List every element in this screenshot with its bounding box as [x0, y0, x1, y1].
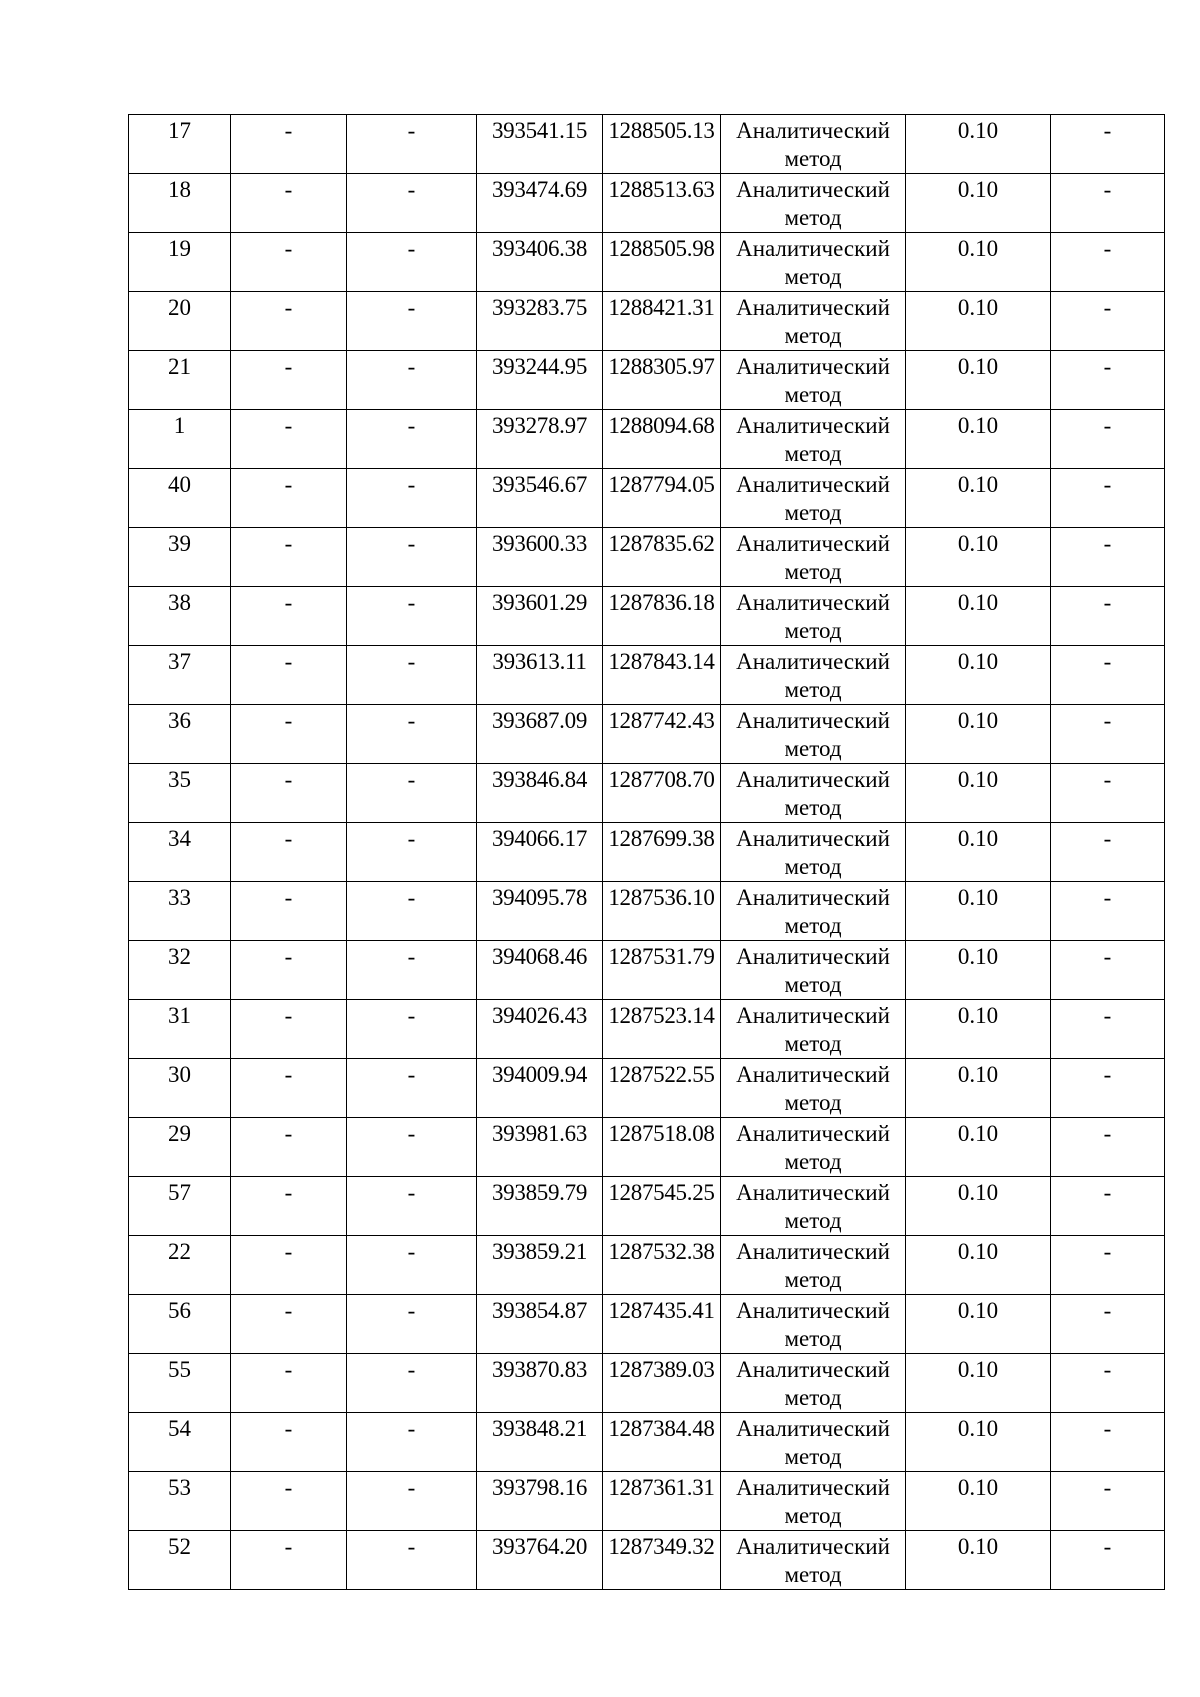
y-coordinate-cell: 1287843.14: [603, 646, 721, 705]
table-row: [129, 351, 1165, 410]
y-coordinate-cell: 1287384.48: [603, 1413, 721, 1472]
accuracy-cell: 0.10: [906, 528, 1051, 587]
point-number-cell: 57: [129, 1177, 231, 1236]
x-coordinate-cell: 393859.79: [477, 1177, 603, 1236]
method-cell: Аналитический метод: [721, 823, 906, 882]
method-cell: Аналитический метод: [721, 1295, 906, 1354]
x-coordinate-cell: 393870.83: [477, 1354, 603, 1413]
column-2-cell: -: [231, 1295, 347, 1354]
accuracy-cell: 0.10: [906, 882, 1051, 941]
column-2-cell: -: [231, 1236, 347, 1295]
column-2-cell: -: [231, 1059, 347, 1118]
point-number-cell: 38: [129, 587, 231, 646]
column-8-cell: -: [1051, 469, 1165, 528]
column-2-cell: -: [231, 1472, 347, 1531]
x-coordinate-cell: 393848.21: [477, 1413, 603, 1472]
x-coordinate-cell: 393406.38: [477, 233, 603, 292]
x-coordinate-cell: 393764.20: [477, 1531, 603, 1590]
y-coordinate-cell: 1287389.03: [603, 1354, 721, 1413]
accuracy-cell: 0.10: [906, 115, 1051, 174]
point-number-cell: 52: [129, 1531, 231, 1590]
column-2-cell: -: [231, 1354, 347, 1413]
point-number-cell: 19: [129, 233, 231, 292]
y-coordinate-cell: 1287523.14: [603, 1000, 721, 1059]
y-coordinate-cell: 1287836.18: [603, 587, 721, 646]
method-cell: Аналитический метод: [721, 764, 906, 823]
column-2-cell: -: [231, 1531, 347, 1590]
accuracy-cell: 0.10: [906, 823, 1051, 882]
method-cell: Аналитический метод: [721, 1177, 906, 1236]
y-coordinate-cell: 1287699.38: [603, 823, 721, 882]
table-row: [129, 941, 1165, 1000]
column-2-cell: -: [231, 469, 347, 528]
column-2-cell: -: [231, 233, 347, 292]
table-row: [129, 1000, 1165, 1059]
y-coordinate-cell: 1287518.08: [603, 1118, 721, 1177]
x-coordinate-cell: 393244.95: [477, 351, 603, 410]
column-8-cell: -: [1051, 351, 1165, 410]
column-8-cell: -: [1051, 410, 1165, 469]
x-coordinate-cell: 393981.63: [477, 1118, 603, 1177]
point-number-cell: 32: [129, 941, 231, 1000]
column-8-cell: -: [1051, 292, 1165, 351]
accuracy-cell: 0.10: [906, 1118, 1051, 1177]
y-coordinate-cell: 1287545.25: [603, 1177, 721, 1236]
x-coordinate-cell: 393613.11: [477, 646, 603, 705]
accuracy-cell: 0.10: [906, 1354, 1051, 1413]
point-number-cell: 30: [129, 1059, 231, 1118]
column-8-cell: -: [1051, 1531, 1165, 1590]
x-coordinate-cell: 393687.09: [477, 705, 603, 764]
point-number-cell: 22: [129, 1236, 231, 1295]
table-row: [129, 292, 1165, 351]
x-coordinate-cell: 393541.15: [477, 115, 603, 174]
column-2-cell: -: [231, 882, 347, 941]
y-coordinate-cell: 1287536.10: [603, 882, 721, 941]
column-8-cell: -: [1051, 1177, 1165, 1236]
column-3-cell: -: [347, 1059, 477, 1118]
column-8-cell: -: [1051, 764, 1165, 823]
y-coordinate-cell: 1287532.38: [603, 1236, 721, 1295]
point-number-cell: 34: [129, 823, 231, 882]
column-3-cell: -: [347, 1118, 477, 1177]
column-3-cell: -: [347, 1177, 477, 1236]
column-8-cell: -: [1051, 1000, 1165, 1059]
column-3-cell: -: [347, 1000, 477, 1059]
table-row: [129, 1295, 1165, 1354]
accuracy-cell: 0.10: [906, 587, 1051, 646]
point-number-cell: 20: [129, 292, 231, 351]
column-3-cell: -: [347, 1472, 477, 1531]
x-coordinate-cell: 393600.33: [477, 528, 603, 587]
accuracy-cell: 0.10: [906, 174, 1051, 233]
table-row: [129, 528, 1165, 587]
column-2-cell: -: [231, 410, 347, 469]
point-number-cell: 18: [129, 174, 231, 233]
table-row: [129, 823, 1165, 882]
y-coordinate-cell: 1287361.31: [603, 1472, 721, 1531]
column-3-cell: -: [347, 528, 477, 587]
y-coordinate-cell: 1287708.70: [603, 764, 721, 823]
point-number-cell: 39: [129, 528, 231, 587]
x-coordinate-cell: 394009.94: [477, 1059, 603, 1118]
column-8-cell: -: [1051, 233, 1165, 292]
table-row: [129, 1236, 1165, 1295]
accuracy-cell: 0.10: [906, 469, 1051, 528]
method-cell: Аналитический метод: [721, 528, 906, 587]
accuracy-cell: 0.10: [906, 1000, 1051, 1059]
point-number-cell: 29: [129, 1118, 231, 1177]
accuracy-cell: 0.10: [906, 1059, 1051, 1118]
column-8-cell: -: [1051, 115, 1165, 174]
method-cell: Аналитический метод: [721, 1059, 906, 1118]
column-2-cell: -: [231, 823, 347, 882]
method-cell: Аналитический метод: [721, 351, 906, 410]
x-coordinate-cell: 393283.75: [477, 292, 603, 351]
column-8-cell: -: [1051, 705, 1165, 764]
accuracy-cell: 0.10: [906, 1177, 1051, 1236]
column-2-cell: -: [231, 292, 347, 351]
point-number-cell: 37: [129, 646, 231, 705]
method-cell: Аналитический метод: [721, 115, 906, 174]
point-number-cell: 21: [129, 351, 231, 410]
x-coordinate-cell: 393601.29: [477, 587, 603, 646]
y-coordinate-cell: 1287522.55: [603, 1059, 721, 1118]
coordinates-table-body: [129, 115, 1165, 1590]
column-3-cell: -: [347, 823, 477, 882]
column-2-cell: -: [231, 705, 347, 764]
accuracy-cell: 0.10: [906, 705, 1051, 764]
table-row: [129, 469, 1165, 528]
x-coordinate-cell: 394068.46: [477, 941, 603, 1000]
accuracy-cell: 0.10: [906, 764, 1051, 823]
column-8-cell: -: [1051, 823, 1165, 882]
y-coordinate-cell: 1287742.43: [603, 705, 721, 764]
method-cell: Аналитический метод: [721, 1236, 906, 1295]
method-cell: Аналитический метод: [721, 410, 906, 469]
x-coordinate-cell: 393798.16: [477, 1472, 603, 1531]
column-2-cell: -: [231, 115, 347, 174]
accuracy-cell: 0.10: [906, 1531, 1051, 1590]
method-cell: Аналитический метод: [721, 587, 906, 646]
method-cell: Аналитический метод: [721, 1354, 906, 1413]
column-3-cell: -: [347, 1354, 477, 1413]
x-coordinate-cell: 393278.97: [477, 410, 603, 469]
column-3-cell: -: [347, 174, 477, 233]
table-row: [129, 410, 1165, 469]
column-8-cell: -: [1051, 1295, 1165, 1354]
point-number-cell: 56: [129, 1295, 231, 1354]
column-8-cell: -: [1051, 1413, 1165, 1472]
x-coordinate-cell: 393546.67: [477, 469, 603, 528]
method-cell: Аналитический метод: [721, 174, 906, 233]
y-coordinate-cell: 1288505.13: [603, 115, 721, 174]
x-coordinate-cell: 393854.87: [477, 1295, 603, 1354]
method-cell: Аналитический метод: [721, 469, 906, 528]
column-8-cell: -: [1051, 1059, 1165, 1118]
accuracy-cell: 0.10: [906, 1295, 1051, 1354]
table-row: [129, 882, 1165, 941]
method-cell: Аналитический метод: [721, 1531, 906, 1590]
point-number-cell: 33: [129, 882, 231, 941]
column-2-cell: -: [231, 941, 347, 1000]
column-8-cell: -: [1051, 1236, 1165, 1295]
column-2-cell: -: [231, 587, 347, 646]
accuracy-cell: 0.10: [906, 292, 1051, 351]
method-cell: Аналитический метод: [721, 1472, 906, 1531]
point-number-cell: 17: [129, 115, 231, 174]
point-number-cell: 55: [129, 1354, 231, 1413]
table-row: [129, 1531, 1165, 1590]
column-2-cell: -: [231, 646, 347, 705]
coordinates-table: [128, 114, 1165, 1590]
method-cell: Аналитический метод: [721, 882, 906, 941]
x-coordinate-cell: 394066.17: [477, 823, 603, 882]
y-coordinate-cell: 1288305.97: [603, 351, 721, 410]
y-coordinate-cell: 1287435.41: [603, 1295, 721, 1354]
point-number-cell: 53: [129, 1472, 231, 1531]
y-coordinate-cell: 1288513.63: [603, 174, 721, 233]
table-row: [129, 1059, 1165, 1118]
x-coordinate-cell: 394095.78: [477, 882, 603, 941]
table-row: [129, 646, 1165, 705]
point-number-cell: 31: [129, 1000, 231, 1059]
method-cell: Аналитический метод: [721, 1000, 906, 1059]
x-coordinate-cell: 393846.84: [477, 764, 603, 823]
accuracy-cell: 0.10: [906, 941, 1051, 1000]
method-cell: Аналитический метод: [721, 292, 906, 351]
accuracy-cell: 0.10: [906, 1472, 1051, 1531]
column-2-cell: -: [231, 1118, 347, 1177]
column-3-cell: -: [347, 410, 477, 469]
column-8-cell: -: [1051, 1472, 1165, 1531]
table-row: [129, 1118, 1165, 1177]
table-row: [129, 233, 1165, 292]
table-row: [129, 587, 1165, 646]
table-row: [129, 1354, 1165, 1413]
column-3-cell: -: [347, 469, 477, 528]
point-number-cell: 1: [129, 410, 231, 469]
column-3-cell: -: [347, 1413, 477, 1472]
table-row: [129, 1472, 1165, 1531]
column-3-cell: -: [347, 764, 477, 823]
y-coordinate-cell: 1287531.79: [603, 941, 721, 1000]
column-3-cell: -: [347, 292, 477, 351]
y-coordinate-cell: 1288505.98: [603, 233, 721, 292]
method-cell: Аналитический метод: [721, 1413, 906, 1472]
method-cell: Аналитический метод: [721, 705, 906, 764]
x-coordinate-cell: 394026.43: [477, 1000, 603, 1059]
column-3-cell: -: [347, 941, 477, 1000]
column-2-cell: -: [231, 528, 347, 587]
column-3-cell: -: [347, 587, 477, 646]
y-coordinate-cell: 1287835.62: [603, 528, 721, 587]
x-coordinate-cell: 393859.21: [477, 1236, 603, 1295]
accuracy-cell: 0.10: [906, 233, 1051, 292]
column-3-cell: -: [347, 705, 477, 764]
column-8-cell: -: [1051, 1354, 1165, 1413]
table-row: [129, 1413, 1165, 1472]
point-number-cell: 54: [129, 1413, 231, 1472]
accuracy-cell: 0.10: [906, 646, 1051, 705]
column-8-cell: -: [1051, 528, 1165, 587]
table-row: [129, 705, 1165, 764]
column-2-cell: -: [231, 351, 347, 410]
column-3-cell: -: [347, 1531, 477, 1590]
accuracy-cell: 0.10: [906, 351, 1051, 410]
table-row: [129, 764, 1165, 823]
method-cell: Аналитический метод: [721, 233, 906, 292]
column-2-cell: -: [231, 1000, 347, 1059]
accuracy-cell: 0.10: [906, 1413, 1051, 1472]
column-8-cell: -: [1051, 1118, 1165, 1177]
y-coordinate-cell: 1287349.32: [603, 1531, 721, 1590]
column-8-cell: -: [1051, 587, 1165, 646]
column-3-cell: -: [347, 646, 477, 705]
column-2-cell: -: [231, 764, 347, 823]
method-cell: Аналитический метод: [721, 941, 906, 1000]
point-number-cell: 40: [129, 469, 231, 528]
point-number-cell: 36: [129, 705, 231, 764]
column-2-cell: -: [231, 174, 347, 233]
method-cell: Аналитический метод: [721, 1118, 906, 1177]
y-coordinate-cell: 1288094.68: [603, 410, 721, 469]
y-coordinate-cell: 1288421.31: [603, 292, 721, 351]
column-8-cell: -: [1051, 646, 1165, 705]
table-row: [129, 1177, 1165, 1236]
column-3-cell: -: [347, 351, 477, 410]
accuracy-cell: 0.10: [906, 410, 1051, 469]
table-row: [129, 174, 1165, 233]
column-2-cell: -: [231, 1177, 347, 1236]
column-3-cell: -: [347, 1236, 477, 1295]
column-3-cell: -: [347, 1295, 477, 1354]
x-coordinate-cell: 393474.69: [477, 174, 603, 233]
column-8-cell: -: [1051, 174, 1165, 233]
table-row: [129, 115, 1165, 174]
point-number-cell: 35: [129, 764, 231, 823]
column-2-cell: -: [231, 1413, 347, 1472]
column-3-cell: -: [347, 233, 477, 292]
column-3-cell: -: [347, 115, 477, 174]
y-coordinate-cell: 1287794.05: [603, 469, 721, 528]
method-cell: Аналитический метод: [721, 646, 906, 705]
column-8-cell: -: [1051, 882, 1165, 941]
accuracy-cell: 0.10: [906, 1236, 1051, 1295]
column-3-cell: -: [347, 882, 477, 941]
column-8-cell: -: [1051, 941, 1165, 1000]
